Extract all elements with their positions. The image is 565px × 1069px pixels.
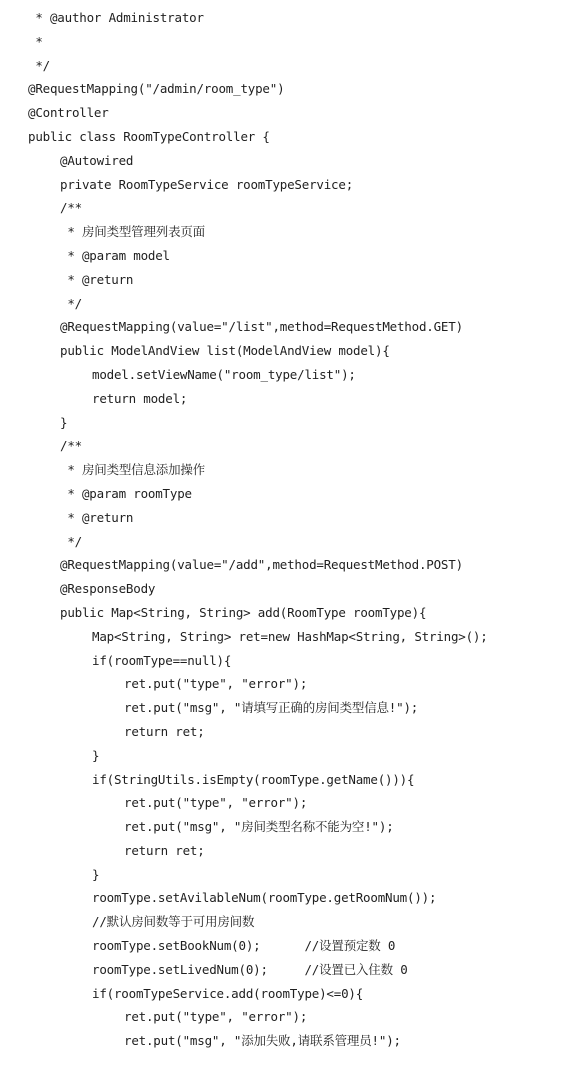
code-line: */ (28, 57, 50, 73)
code-line: roomType.setBookNum(0); //设置预定数 0 (92, 938, 396, 954)
code-line: @RequestMapping(value="/list",method=RequestMethod.GET) (60, 319, 463, 335)
code-line: ret.put("msg", "添加失败,请联系管理员!"); (124, 1033, 401, 1049)
code-line: } (92, 866, 100, 882)
code-line: } (92, 747, 100, 763)
code-line: * @return (60, 271, 134, 287)
code-line: public Map<String, String> add(RoomType roomType){ (60, 604, 427, 620)
code-line: * 房间类型信息添加操作 (60, 462, 205, 478)
code-line: roomType.setLivedNum(0); //设置已入住数 0 (92, 961, 408, 977)
code-line: if(roomType==null){ (92, 652, 232, 668)
code-line: * (28, 33, 43, 49)
code-line: @Controller (28, 105, 109, 121)
code-line: public class RoomTypeController { (28, 128, 270, 144)
code-line: /** (60, 438, 82, 454)
code-line: * @author Administrator (28, 10, 204, 25)
code-line: ret.put("type", "error"); (124, 676, 308, 692)
code-line: /** (60, 200, 82, 216)
code-line: return ret; (124, 842, 205, 858)
code-line: ret.put("type", "error"); (124, 1009, 308, 1025)
code-line: @Autowired (60, 152, 134, 168)
code-line: Map<String, String> ret=new HashMap<String, String>(); (92, 628, 488, 644)
code-line: */ (60, 295, 82, 311)
code-line: } (60, 414, 68, 430)
code-line: ret.put("type", "error"); (124, 795, 308, 811)
code-line: //默认房间数等于可用房间数 (92, 914, 255, 930)
code-line: roomType.setAvilableNum(roomType.getRoomNum()); (92, 890, 437, 906)
code-line: ret.put("msg", "请填写正确的房间类型信息!"); (124, 700, 419, 716)
code-line: if(roomTypeService.add(roomType)<=0){ (92, 985, 364, 1001)
code-line: return model; (92, 390, 188, 406)
code-line: * @param roomType (60, 485, 192, 501)
code-line: ret.put("msg", "房间类型名称不能为空!"); (124, 819, 394, 835)
code-line: */ (60, 533, 82, 549)
code-line: * 房间类型管理列表页面 (60, 224, 205, 240)
code-line: return ret; (124, 723, 205, 739)
code-listing (0, 6, 565, 1053)
code-line: if(StringUtils.isEmpty(roomType.getName())){ (92, 771, 415, 787)
code-line: @RequestMapping(value="/add",method=RequestMethod.POST) (60, 557, 463, 573)
code-line: * @return (60, 509, 134, 525)
code-line: * @param model (60, 247, 170, 263)
code-line: @RequestMapping("/admin/room_type") (28, 81, 285, 97)
code-line: private RoomTypeService roomTypeService; (60, 176, 354, 192)
code-line: model.setViewName("room_type/list"); (92, 366, 356, 382)
code-line: @ResponseBody (60, 581, 156, 597)
code-line: public ModelAndView list(ModelAndView model){ (60, 343, 390, 359)
